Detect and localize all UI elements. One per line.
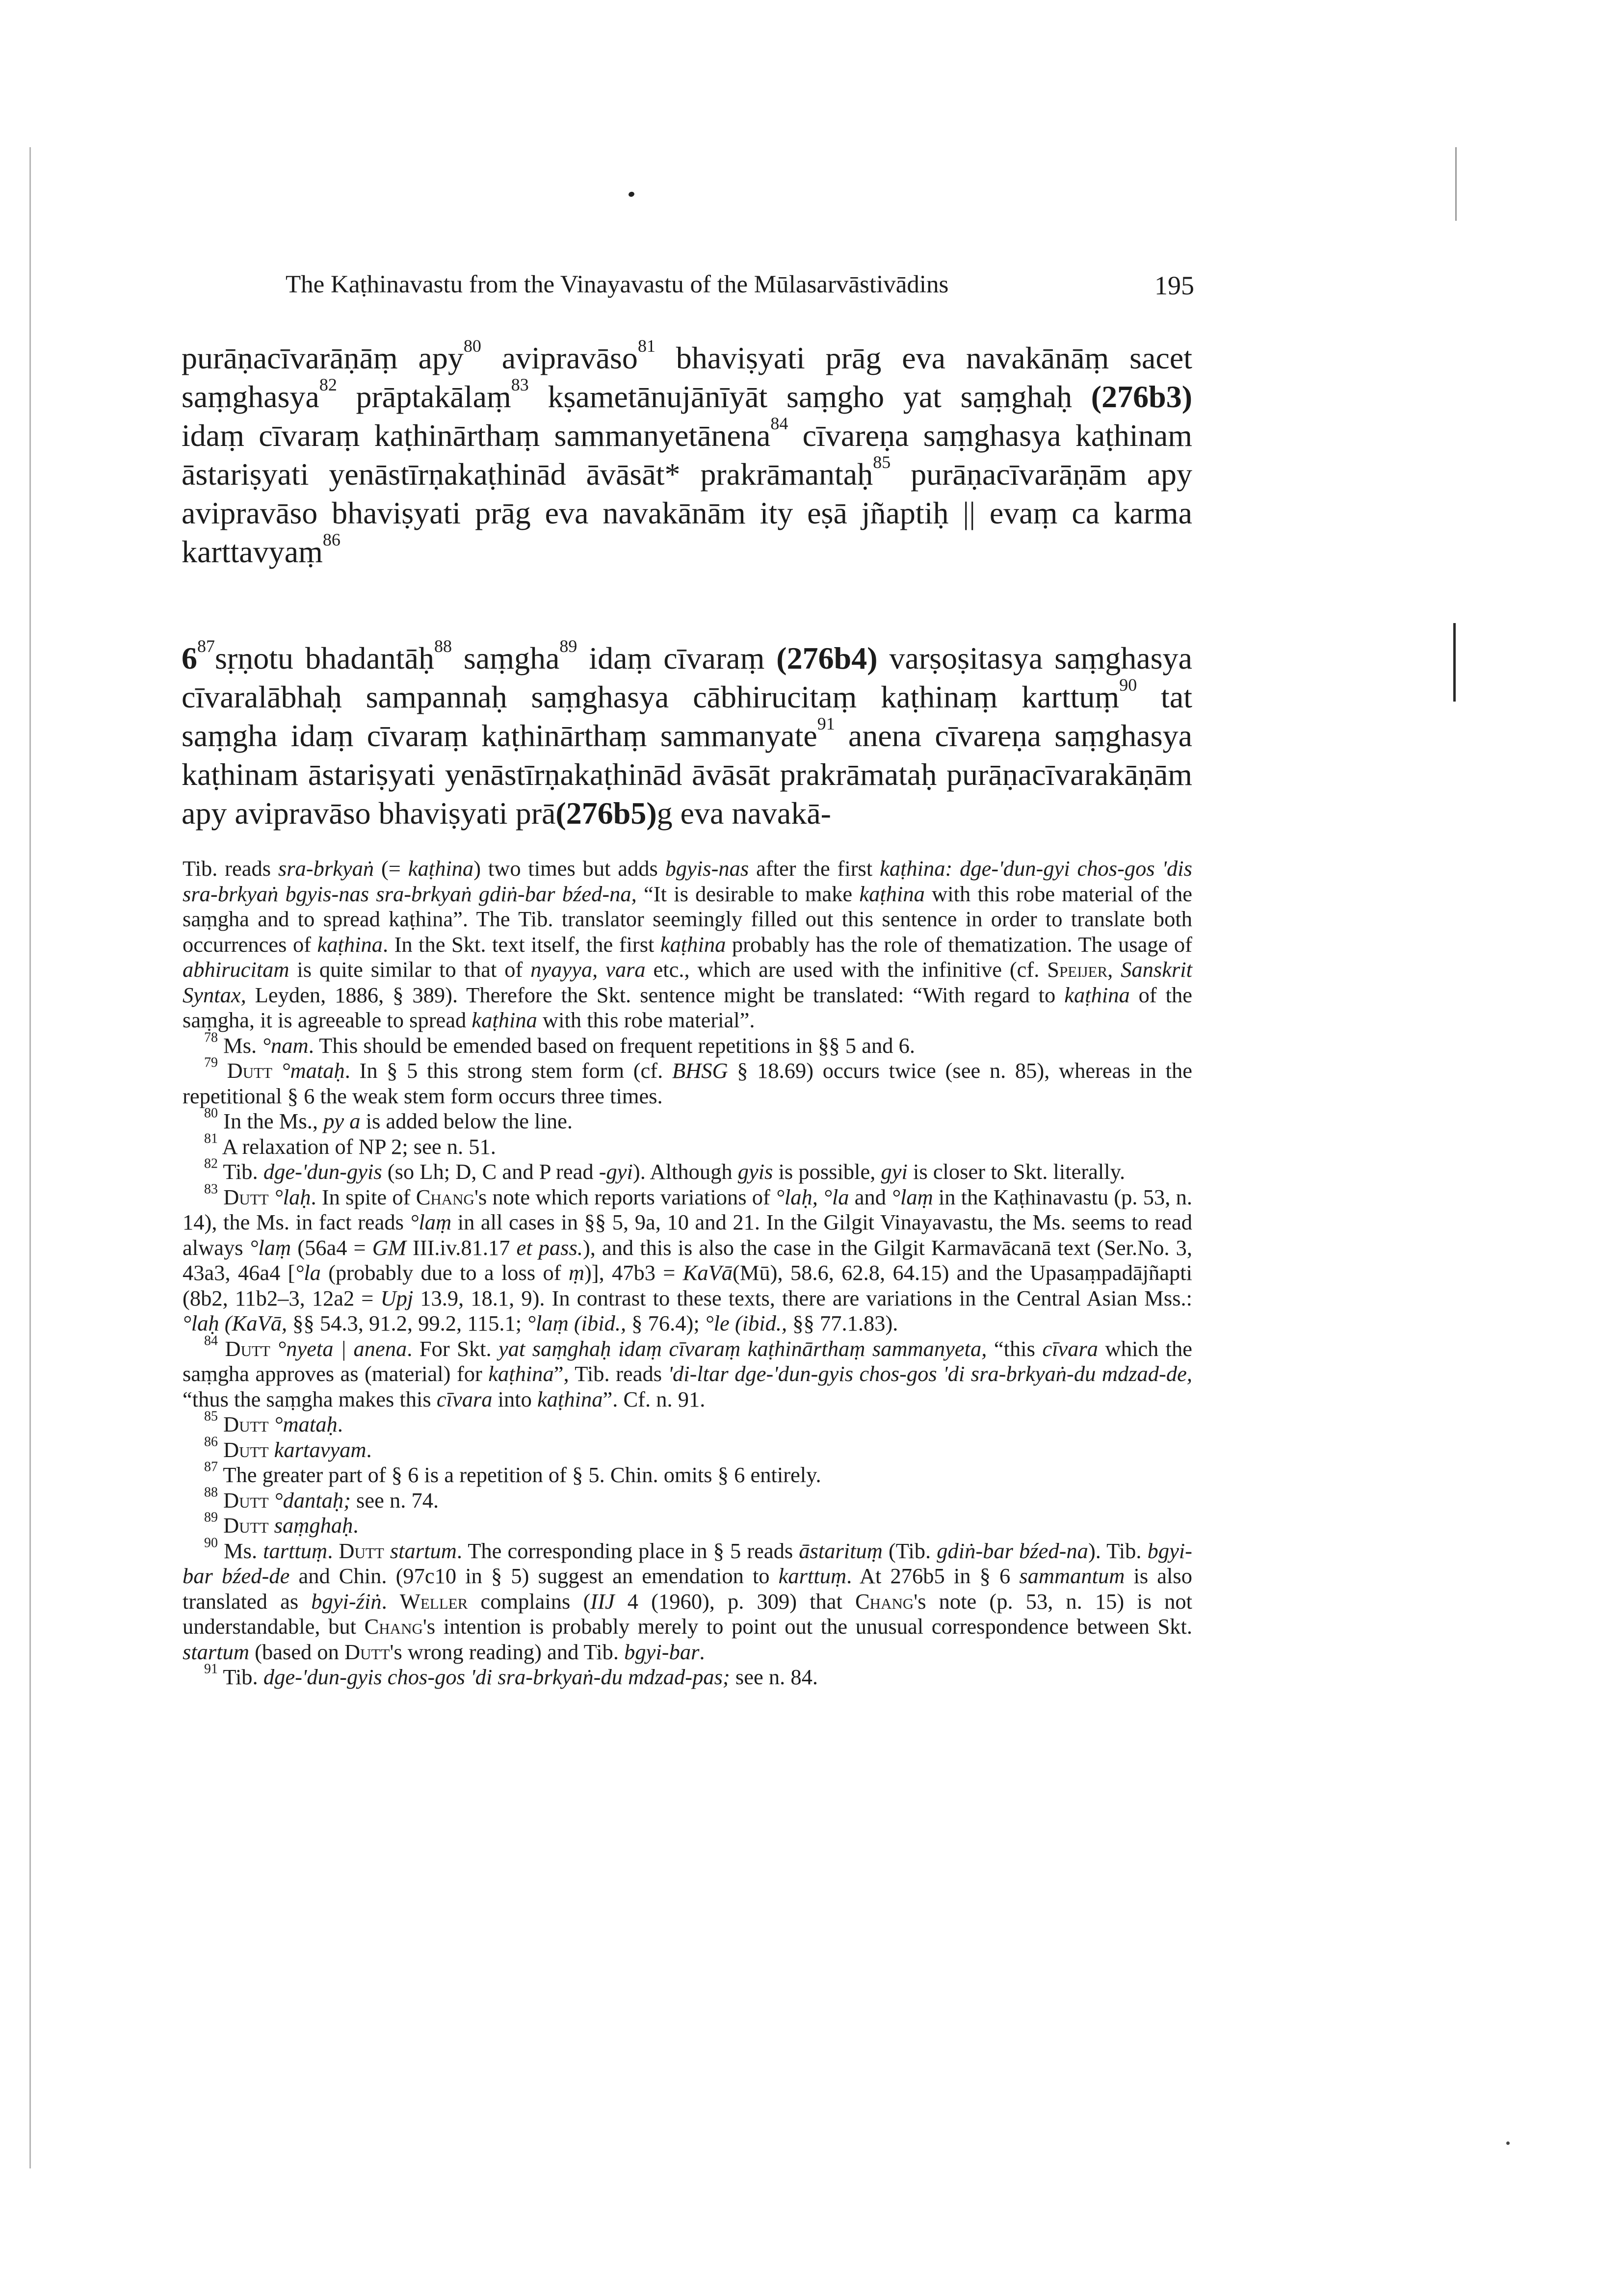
scan-speck <box>1506 2141 1510 2145</box>
footnote-ref: 84 <box>770 413 788 433</box>
footnote-ref: 81 <box>637 336 655 356</box>
folio-ref: (276b5) <box>555 796 657 831</box>
footnote-continuation: Tib. reads sra-brkyaṅ (= kaṭhina) two times but adds bgyis-nas after the first kaṭhina: dge-'dun-gyi chos-gos 'dis sra-brkyaṅ bgyis-nas sra-brkyaṅ gdiṅ-bar bźed-na, “It is desirable to make kaṭhina with this robe material of the saṃgha and to spread kaṭhina”. The Tib. translator seemingly filled out this sentence in order to translate both occurrences of kaṭhina. In the Skt. text itself, the first kaṭhina probably has the role of thematization. The usage of abhirucitam is quite similar to that of nyayya, vara etc., which are used with the infinitive (cf. Speijer, Sanskrit Syntax, Leyden, 1886, § 389). Therefore the Skt. sentence might be translated: “With regard to kaṭhina of the saṃgha, it is agreeable to spread kaṭhina with this robe material”. <box>183 856 1192 1032</box>
paragraph-jnapti: purāṇacīvarāṇāṃ apy$^{80}$ avipravāso$^{81}$ bhaviṣyati prāg eva navakānāṃ sacet saṃghasya$^{82}$ prāptakālaṃ$^{83}$ kṣametānujānīyāt saṃgho yat saṃghaḥ (276b3) idaṃ cīvaraṃ kaṭhinārthaṃ sammanyetānena$^{84}$ cīvareṇa saṃghasya kaṭhinam āstariṣyati yenāstīrṇakaṭhinād āvāsāt* prakrāmantaḥ$^{85}$ purāṇacīvarāṇām apy avipravāso bhaviṣyati prāg eva navakānām ity eṣā jñaptiḥ || evaṃ ca karma karttavyaṃ$^{86}$ <box>182 336 1193 569</box>
page-header <box>147 267 1194 307</box>
footnote-ref: 88 <box>434 636 452 656</box>
folio-ref: (276b4) <box>776 641 878 676</box>
footnotes <box>183 856 1192 1690</box>
footnote-84: $^{84}$ Dutt °nyeta | anena. For Skt. yat saṃghaḥ idaṃ cīvaraṃ kaṭhinārthaṃ sammanyeta, “this cīvara which the saṃgha approves as (material) for kaṭhina”, Tib. reads 'di-ltar dge-'dun-gyis chos-gos 'di sra-brkyaṅ-du mdzad-de, “thus the saṃgha makes this cīvara into kaṭhina”. Cf. n. 91. <box>183 1333 1193 1411</box>
footnote-ref: 80 <box>463 336 481 356</box>
footnote-83: $^{83}$ Dutt °laḥ. In spite of Chang's note which reports variations of °laḥ, °la and °laṃ in the Kaṭhinavastu (p. 53, n. 14), the Ms. in fact reads °laṃ in all cases in §§ 5, 9a, 10 and 21. In the Gilgit Vinayavastu, the Ms. seems to read always °laṃ (56a4 = GM III.iv.81.17 et pass.), and this is also the case in the Gilgit Karmavācanā text (Ser.No. 3, 43a3, 46a4 [°la (probably due to a loss of ṃ)], 47b3 = KaVā(Mū), 58.6, 62.8, 64.15) and the Upasaṃpadājñapti (8b2, 11b2–3, 12a2 = Upj 13.9, 18.1, 9). In contrast to these texts, there are variations in the Central Asian Mss.: °laḥ (KaVā, §§ 54.3, 91.2, 99.2, 115.1; °laṃ (ibid., § 76.4); °le (ibid., §§ 77.1.83). <box>183 1181 1193 1335</box>
footnote-ref: 91 <box>817 713 835 733</box>
footnote-ref: 85 <box>873 452 891 472</box>
footnote-85: $^{85}$ Dutt °mataḥ. <box>204 1409 343 1436</box>
footnote-89: $^{89}$ Dutt saṃghaḥ. <box>204 1510 359 1538</box>
footnote-ref: 89 <box>559 636 577 656</box>
footnote-ref: 87 <box>197 636 215 656</box>
footnote-ref: 83 <box>511 374 529 394</box>
main-text <box>182 336 1193 833</box>
footnote-91: $^{91}$ Tib. dge-'dun-gyis chos-gos 'di sra-brkyaṅ-du mdzad-pas; see n. 84. <box>204 1661 818 1689</box>
page-number: 195 <box>1154 271 1194 300</box>
scan-speck <box>628 191 635 198</box>
footnote-ref: 90 <box>1119 675 1137 695</box>
footnote-79: $^{79}$ Dutt °mataḥ. In § 5 this strong stem form (cf. BHSG § 18.69) occurs twice (see n. 85), whereas in the repetitional § 6 the weak stem form occurs three times. <box>183 1055 1193 1108</box>
footnote-88: $^{88}$ Dutt °dantaḥ; see n. 74. <box>204 1485 439 1513</box>
section-number: 6 <box>182 641 197 676</box>
footnote-81: $^{81}$ A relaxation of NP 2; see n. 51. <box>204 1131 496 1159</box>
folio-ref: (276b3) <box>1091 379 1193 414</box>
footnote-86: $^{86}$ Dutt kartavyam. <box>204 1434 372 1462</box>
footnote-90: $^{90}$ Ms. tarttuṃ. Dutt startum. The corresponding place in § 5 reads āstarituṃ (Tib. gdiṅ-bar bźed-na). Tib. bgyi-bar bźed-de and Chin. (97c10 in § 5) suggest an emendation to karttuṃ. At 276b5 in § 6 sammantum is also translated as bgyi-źiṅ. Weller complains (IIJ 4 (1960), p. 309) that Chang's note (p. 53, n. 15) is not understandable, but Chang's intention is probably merely to point out the unusual correspondence between Skt. startum (based on Dutt's wrong reading) and Tib. bgyi-bar. <box>183 1535 1192 1664</box>
footnote-82: $^{82}$ Tib. dge-'dun-gyis (so Lh; D, C and P read -gyi). Although gyis is possible, gyi is closer to Skt. literally. <box>204 1156 1126 1184</box>
footnote-78: $^{78}$ Ms. °nam. This should be emended based on frequent repetitions in §§ 5 and 6. <box>204 1030 915 1058</box>
scan-page-edge <box>29 147 31 2168</box>
paragraph-section-6: $6^{87}sṛṇotu$ bhadantāḥ$^{88}$ saṃgha$^{89}$ idaṃ cīvaraṃ (276b4) varṣoṣitasya saṃghasya cīvaralābhaḥ sampannaḥ saṃghasya cābhirucitaṃ kaṭhinaṃ karttuṃ$^{90}$ tat saṃgha idaṃ cīvaraṃ kaṭhinārthaṃ sammanyate$^{91}$ anena cīvareṇa saṃghasya kaṭhinam āstariṣyati yenāstīrṇakaṭhinād āvāsāt prakrāmataḥ purāṇacīvarakāṇām apy avipravāso bhaviṣyati prā(276b5)g eva navakā- <box>182 636 1193 831</box>
footnote-87: $^{87}$ The greater part of § 6 is a repetition of § 5. Chin. omits § 6 entirely. <box>204 1459 821 1487</box>
footnote-80: $^{80}$ In the Ms., py a is added below the line. <box>204 1105 573 1133</box>
running-title: The Kaṭhinavastu from the Vinayavastu of the Mūlasarvāstivādins <box>286 271 949 298</box>
scan-scratch <box>1455 147 1457 221</box>
footnote-ref: 86 <box>322 529 341 549</box>
scan-margin-mark <box>1453 623 1456 702</box>
footnote-ref: 82 <box>319 374 337 394</box>
